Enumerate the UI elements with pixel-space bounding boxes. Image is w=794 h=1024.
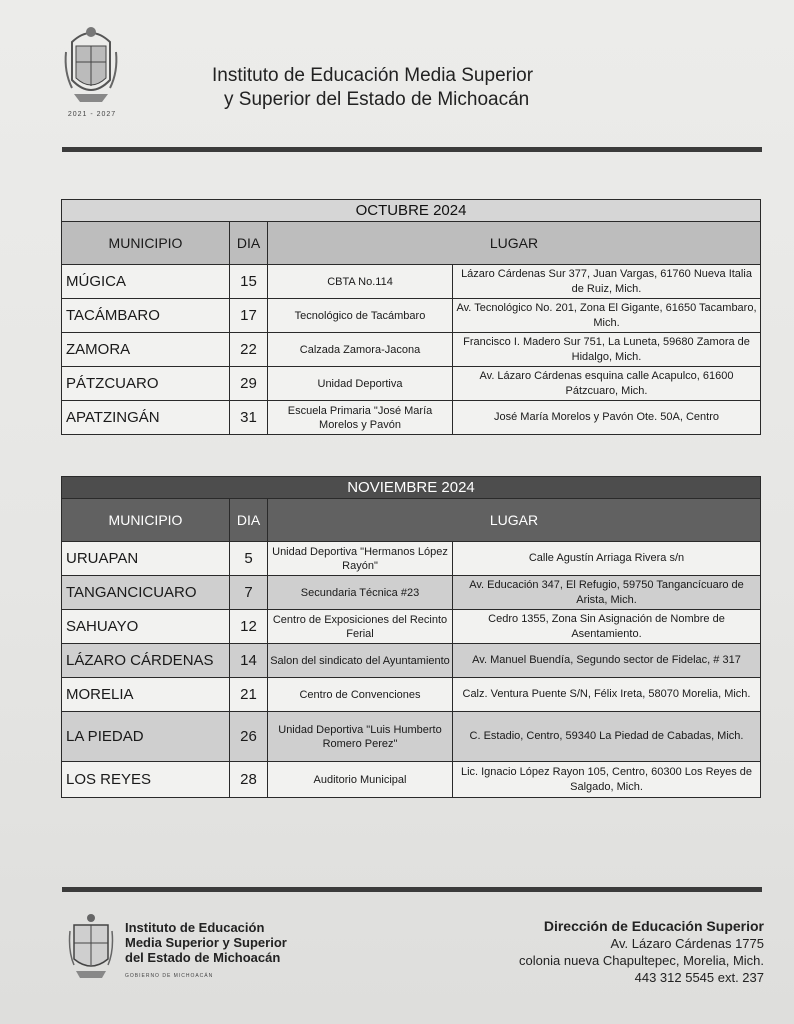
municipio-cell: PÁTZCUARO: [62, 367, 230, 401]
municipio-cell: APATZINGÁN: [62, 401, 230, 435]
table-row: [62, 299, 761, 333]
lugar-cell: Tecnológico de Tacámbaro: [268, 299, 453, 333]
municipio-cell: LOS REYES: [62, 762, 230, 798]
lugar-cell: Escuela Primaria "José María Morelos y Pavón: [268, 401, 453, 435]
municipio-cell: MORELIA: [62, 678, 230, 712]
direccion-cell: Cedro 1355, Zona Sin Asignación de Nombre de Asentamiento.: [453, 610, 761, 644]
direccion-cell: Calle Agustín Arriaga Rivera s/n: [453, 542, 761, 576]
footer-divider: [62, 887, 762, 892]
lugar-cell: CBTA No.114: [268, 265, 453, 299]
dia-cell: 31: [230, 401, 268, 435]
col-dia: DIA: [230, 499, 268, 542]
lugar-cell: Centro de Exposiciones del Recinto Ferial: [268, 610, 453, 644]
institute-title-line1: Instituto de Educación Media Superior: [212, 65, 534, 86]
lugar-cell: Unidad Deportiva: [268, 367, 453, 401]
dia-cell: 22: [230, 333, 268, 367]
dia-cell: 26: [230, 712, 268, 762]
table-row: [62, 542, 761, 576]
table-row: [62, 265, 761, 299]
municipio-cell: ZAMORA: [62, 333, 230, 367]
table-row: [62, 762, 761, 798]
table-title-row: [62, 200, 761, 222]
dia-cell: 29: [230, 367, 268, 401]
municipio-cell: MÚGICA: [62, 265, 230, 299]
table-row: [62, 610, 761, 644]
michoacan-crest-logo: [62, 22, 120, 110]
lugar-cell: Auditorio Municipal: [268, 762, 453, 798]
direccion-cell: Av. Tecnológico No. 201, Zona El Gigante, 61650 Tacambaro, Mich.: [453, 299, 761, 333]
dia-cell: 14: [230, 644, 268, 678]
table-header-row: [62, 499, 761, 542]
address-line2: colonia nueva Chapultepec, Morelia, Mich.: [519, 953, 764, 968]
lugar-cell: Secundaria Técnica #23: [268, 576, 453, 610]
institute-title: [212, 64, 632, 112]
direccion-cell: Av. Manuel Buendía, Segundo sector de Fidelac, # 317: [453, 644, 761, 678]
footer-crest-logo: [68, 911, 114, 981]
table-row: [62, 367, 761, 401]
lugar-cell: Centro de Convenciones: [268, 678, 453, 712]
table-header-row: [62, 222, 761, 265]
dia-cell: 21: [230, 678, 268, 712]
header-divider: [62, 147, 762, 152]
col-municipio: MUNICIPIO: [62, 222, 230, 265]
lugar-cell: Salon del sindicato del Ayuntamiento: [268, 644, 453, 678]
col-lugar: LUGAR: [268, 499, 761, 542]
municipio-cell: SAHUAYO: [62, 610, 230, 644]
dia-cell: 5: [230, 542, 268, 576]
address-line1: Av. Lázaro Cárdenas 1775: [610, 936, 764, 951]
footer-contact-block: [464, 918, 764, 986]
table-row: [62, 401, 761, 435]
direccion-cell: Francisco I. Madero Sur 751, La Luneta, 59680 Zamora de Hidalgo, Mich.: [453, 333, 761, 367]
col-lugar: LUGAR: [268, 222, 761, 265]
table-row: [62, 576, 761, 610]
table-row: [62, 644, 761, 678]
table-row: [62, 678, 761, 712]
municipio-cell: TACÁMBARO: [62, 299, 230, 333]
footer-org-line2: Media Superior y Superior: [125, 935, 287, 950]
municipio-cell: TANGANCICUARO: [62, 576, 230, 610]
dia-cell: 28: [230, 762, 268, 798]
dia-cell: 7: [230, 576, 268, 610]
footer-institute-name: [125, 920, 325, 965]
department-name: Dirección de Educación Superior: [543, 918, 764, 934]
november-title: NOVIEMBRE 2024: [62, 477, 761, 499]
direccion-cell: José María Morelos y Pavón Ote. 50A, Centro: [453, 401, 761, 435]
municipio-cell: LA PIEDAD: [62, 712, 230, 762]
october-title: OCTUBRE 2024: [62, 200, 761, 222]
lugar-cell: Unidad Deportiva "Luis Humberto Romero Perez": [268, 712, 453, 762]
lugar-cell: Calzada Zamora-Jacona: [268, 333, 453, 367]
col-municipio: MUNICIPIO: [62, 499, 230, 542]
footer-org-line1: Instituto de Educación: [125, 920, 265, 935]
table-row: [62, 333, 761, 367]
dia-cell: 17: [230, 299, 268, 333]
municipio-cell: LÁZARO CÁRDENAS: [62, 644, 230, 678]
administration-years: 2021 - 2027: [67, 111, 117, 118]
dia-cell: 12: [230, 610, 268, 644]
direccion-cell: C. Estadio, Centro, 59340 La Piedad de Cabadas, Mich.: [453, 712, 761, 762]
direccion-cell: Lázaro Cárdenas Sur 377, Juan Vargas, 61760 Nueva Italia de Ruiz, Mich.: [453, 265, 761, 299]
municipio-cell: URUAPAN: [62, 542, 230, 576]
direccion-cell: Calz. Ventura Puente S/N, Félix Ireta, 58070 Morelia, Mich.: [453, 678, 761, 712]
lugar-cell: Unidad Deportiva "Hermanos López Rayón": [268, 542, 453, 576]
direccion-cell: Av. Lázaro Cárdenas esquina calle Acapulco, 61600 Pátzcuaro, Mich.: [453, 367, 761, 401]
dia-cell: 15: [230, 265, 268, 299]
table-row: [62, 712, 761, 762]
november-schedule-table: [61, 476, 761, 798]
direccion-cell: Lic. Ignacio López Rayon 105, Centro, 60300 Los Reyes de Salgado, Mich.: [453, 762, 761, 798]
footer-org-line3: del Estado de Michoacán: [125, 950, 281, 965]
col-dia: DIA: [230, 222, 268, 265]
october-schedule-table: [61, 199, 761, 435]
table-title-row: [62, 477, 761, 499]
direccion-cell: Av. Educación 347, El Refugio, 59750 Tangancícuaro de Arista, Mich.: [453, 576, 761, 610]
footer-government-label: GOBIERNO DE MICHOACÁN: [125, 973, 214, 979]
institute-title-line2: y Superior del Estado de Michoacán: [224, 89, 530, 110]
phone-number: 443 312 5545 ext. 237: [634, 970, 764, 985]
